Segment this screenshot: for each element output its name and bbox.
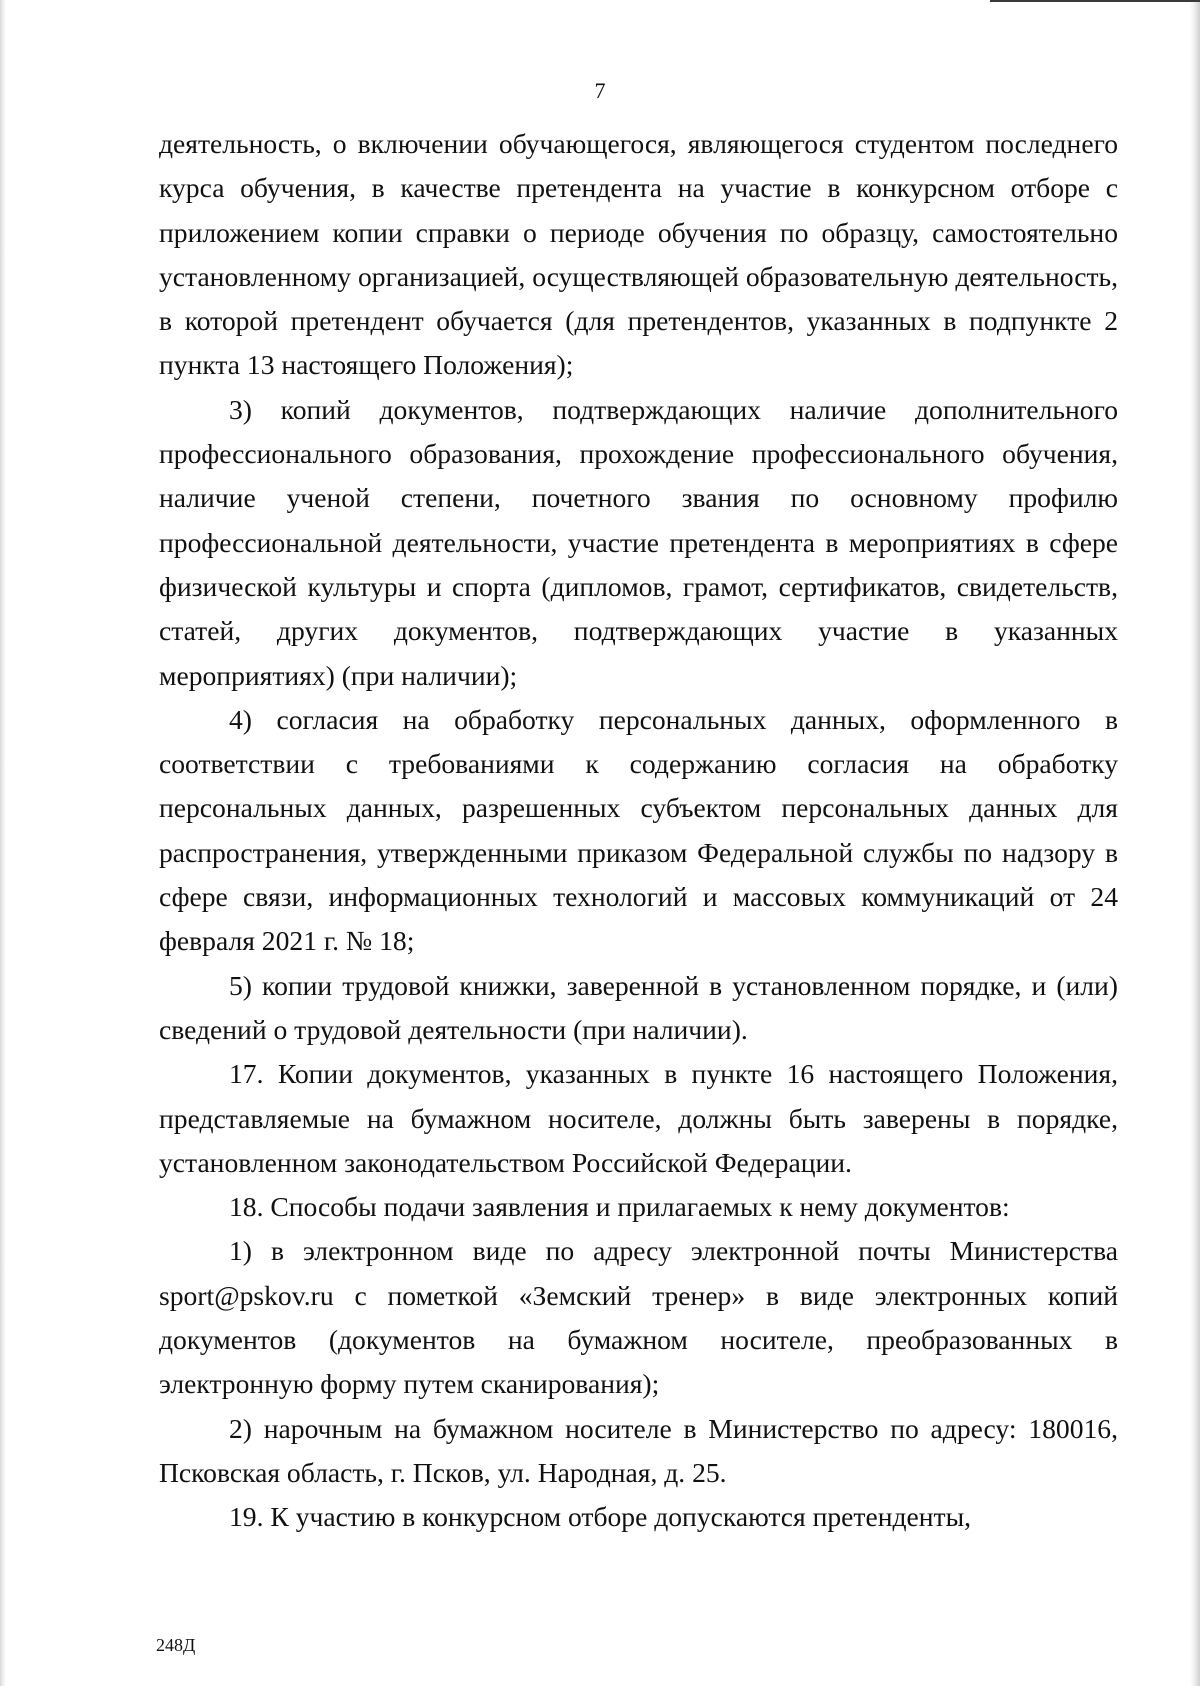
paragraph-18-item-2: 2) нарочным на бумажном носителе в Министерство по адресу: 180016, Псковская область, г. Псков, ул. Народная, д. 25.	[159, 1412, 1118, 1488]
paragraph-18: 18. Способы подачи заявления и прилагаемых к нему документов:	[229, 1191, 1010, 1223]
paragraph-item-4: 4) согласия на обработку персональных данных, оформленного в соответствии с требованиями к содержанию согласия на обработку персональных данных, разрешенных субъектом персональных данных для распространения, утвержденными приказом Федеральной службы по надзору в сфере связи, информационных технологий и массовых коммуникаций от 24 февраля 2021 г. № 18;	[159, 703, 1118, 957]
paragraph-19: 19. К участию в конкурсном отборе допускаются претенденты,	[229, 1501, 972, 1533]
paragraph-17: 17. Копии документов, указанных в пункте 16 настоящего Положения, представляемые на бумажном носителе, должны быть заверены в порядке, установленном законодательством Российской Федерации.	[159, 1058, 1118, 1178]
scan-edge-right	[1190, 0, 1200, 1686]
paragraph-item-5: 5) копии трудовой книжки, заверенной в установленном порядке, и (или) сведений о трудовой деятельности (при наличии).	[159, 969, 1118, 1045]
paragraph-18-item-1: 1) в электронном виде по адресу электронной почты Министерства sport@pskov.ru с пометкой «Земский тренер» в виде электронных копий документов (документов на бумажном носителе, преобразованных в электронную форму путем сканирования);	[159, 1235, 1118, 1400]
paragraph-continuation: деятельность, о включении обучающегося, являющегося студентом последнего курса обучения, в качестве претендента на участие в конкурсном отборе с приложением копии справки о периоде обучения по образцу, самостоятельно установленному организацией, осуществляющей образовательную деятельность, в которой претендент обучается (для претендентов, указанных в подпункте 2 пункта 13 настоящего Положения);	[159, 128, 1118, 381]
paragraph-item-3: 3) копий документов, подтверждающих наличие дополнительного профессионального образования, прохождение профессионального обучения, наличие ученой степени, почетного звания по основному профилю профессиональной деятельности, участие претендента в мероприятиях в сфере физической культуры и спорта (дипломов, грамот, сертификатов, свидетельств, статей, других документов, подтверждающих участие в указанных мероприятиях) (при наличии);	[159, 393, 1118, 691]
page-number: 7	[594, 78, 606, 103]
document-body	[159, 122, 1118, 1540]
top-rule	[990, 0, 1200, 2]
footer-code: 248Д	[156, 1635, 196, 1655]
scan-edge-left	[0, 0, 6, 1686]
